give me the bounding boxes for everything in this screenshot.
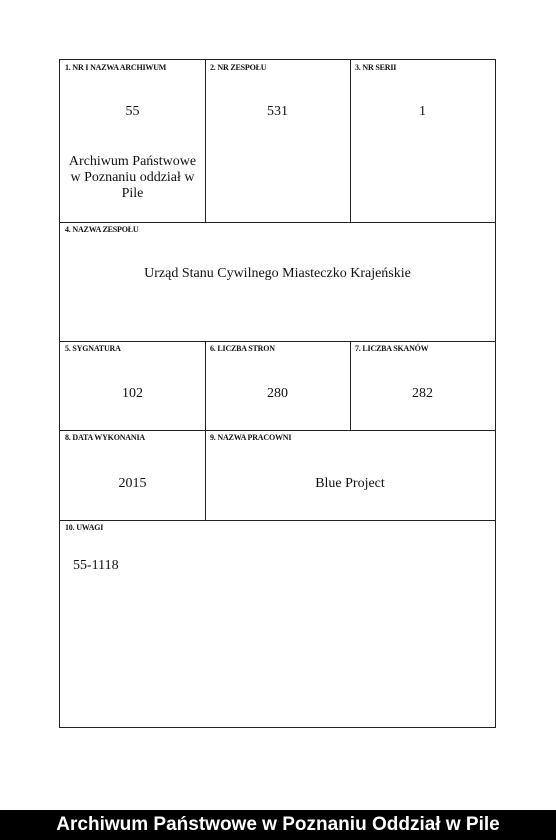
fonds-number-label: 2. NR ZESPOŁU	[210, 63, 267, 72]
archive-cell	[60, 60, 205, 222]
studio-cell	[205, 430, 495, 520]
scan-count-value: 282	[412, 386, 433, 401]
fonds-number-cell	[205, 60, 350, 222]
signature-value: 102	[122, 386, 143, 401]
page-count-cell	[205, 341, 350, 430]
date-value: 2015	[118, 476, 147, 491]
series-number-cell	[350, 60, 495, 222]
notes-value: 55-1118	[73, 558, 119, 573]
archive-number: 55	[125, 104, 140, 119]
fonds-name-cell	[60, 222, 495, 341]
page-count-label: 6. LICZBA STRON	[210, 344, 275, 353]
signature-cell	[60, 341, 205, 430]
archive-name: Archiwum Państwowe w Poznaniu oddział w Pile	[68, 154, 197, 201]
date-cell	[60, 430, 205, 520]
page-count-value: 280	[267, 386, 288, 401]
series-number-value: 1	[419, 104, 426, 119]
signature-label: 5. SYGNATURA	[65, 344, 121, 353]
date-label: 8. DATA WYKONANIA	[65, 433, 145, 442]
studio-value: Blue Project	[315, 476, 385, 491]
fonds-name-value: Urząd Stanu Cywilnego Miasteczko Krajeńskie	[144, 266, 411, 281]
archive-footer-banner: Archiwum Państwowe w Poznaniu Oddział w Pile	[0, 810, 556, 840]
metadata-card	[59, 59, 496, 728]
archive-label: 1. NR I NAZWA ARCHIWUM	[65, 63, 167, 72]
series-number-label: 3. NR SERII	[355, 63, 397, 72]
studio-label: 9. NAZWA PRACOWNI	[210, 433, 292, 442]
scan-count-cell	[350, 341, 495, 430]
notes-label: 10. UWAGI	[65, 523, 104, 532]
fonds-number-value: 531	[267, 104, 288, 119]
notes-cell	[60, 520, 495, 727]
scan-count-label: 7. LICZBA SKANÓW	[355, 344, 429, 353]
fonds-name-label: 4. NAZWA ZESPOŁU	[65, 225, 139, 234]
